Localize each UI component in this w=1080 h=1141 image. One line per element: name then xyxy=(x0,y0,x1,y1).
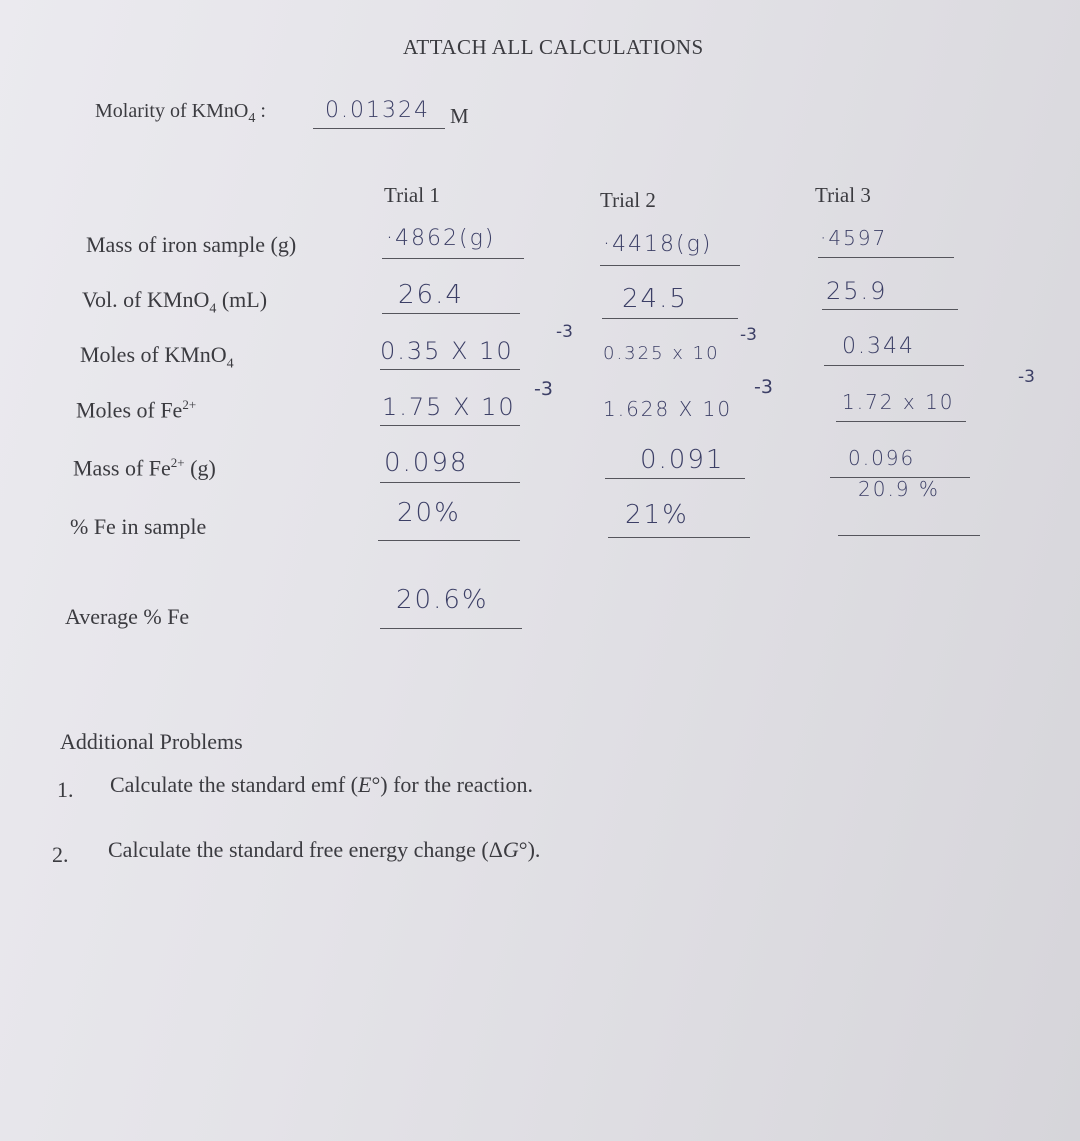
trial3-moles-kmno4: 0.344 xyxy=(842,334,915,359)
trial1-moles-fe-exp: -3 xyxy=(534,378,553,400)
trial1-vol-kmno4: 26.4 xyxy=(398,280,464,310)
row-label-moles-fe: Moles of $Fe^{2+}$ xyxy=(76,397,197,423)
row-label-vol-kmno4: Vol. of KMnO$_4$ (mL) xyxy=(82,287,268,317)
trial2-mass-fe: 0.091 xyxy=(640,445,725,475)
average-value: 20.6% xyxy=(396,585,489,615)
trial2-vol-kmno4: 24.5 xyxy=(622,284,688,314)
trial1-moles-fe: 1.75 X 10 xyxy=(382,393,516,421)
trial2-moles-kmno4: 0.325 x 10 xyxy=(603,343,720,364)
column-trial-3: Trial 3 xyxy=(815,183,871,207)
blank-line xyxy=(380,369,520,370)
trial2-moles-fe-exp: -3 xyxy=(754,376,773,398)
blank-line xyxy=(818,257,954,258)
molarity-underline xyxy=(313,128,445,129)
average-underline xyxy=(380,628,522,629)
blank-line xyxy=(838,535,980,536)
blank-line xyxy=(602,318,738,319)
trial3-mass-fe: 0.096 xyxy=(848,446,916,470)
trial3-moles-fe: 1.72 x 10 xyxy=(842,390,955,414)
blank-line xyxy=(822,309,958,310)
trial2-pct-fe: 21% xyxy=(625,500,689,530)
trial1-moles-kmno4: 0.35 X 10 xyxy=(380,337,514,365)
blank-line xyxy=(824,365,964,366)
column-trial-1: Trial 1 xyxy=(384,183,440,207)
row-label-moles-kmno4: Moles of KMnO$_4$ xyxy=(80,342,234,372)
problem-2-number: 2. xyxy=(52,842,69,867)
blank-line xyxy=(380,425,520,426)
blank-line xyxy=(382,258,524,259)
trial2-mass-sample: ·4418(g) xyxy=(603,232,713,257)
blank-line xyxy=(608,537,750,538)
column-trial-2: Trial 2 xyxy=(600,188,656,212)
row-label-mass-sample: Mass of iron sample (g) xyxy=(86,232,297,257)
blank-line xyxy=(836,421,966,422)
trial3-moles-fe-exp: -3 xyxy=(1018,367,1035,387)
blank-line xyxy=(380,482,520,483)
average-label: Average % Fe xyxy=(65,604,190,629)
problem-2-text: Calculate the standard free energy change (ΔG°). xyxy=(108,837,541,862)
trial1-mass-fe: 0.098 xyxy=(384,448,469,478)
page-title: ATTACH ALL CALCULATIONS xyxy=(403,35,704,59)
trial1-mass-sample: ·4862(g) xyxy=(386,226,496,251)
blank-line xyxy=(382,313,520,314)
blank-line xyxy=(605,478,745,479)
additional-heading: Additional Problems xyxy=(60,729,243,754)
molarity-value: 0.01324 xyxy=(325,98,430,123)
trial3-mass-sample: ·4597 xyxy=(820,226,888,250)
molarity-unit: M xyxy=(450,104,469,128)
row-label-pct-fe: % Fe in sample xyxy=(70,514,207,539)
trial2-moles-fe: 1.628 X 10 xyxy=(603,397,733,421)
problem-1-text: Calculate the standard emf (E°) for the reaction. xyxy=(110,772,533,797)
trial3-pct-fe: 20.9 % xyxy=(858,477,940,501)
trial2-moles-kmno4-exp: -3 xyxy=(740,325,757,345)
problem-1-number: 1. xyxy=(57,777,74,802)
blank-line xyxy=(378,540,520,541)
trial3-vol-kmno4: 25.9 xyxy=(826,277,888,305)
row-label-mass-fe: Mass of $Fe^{2+}$ (g) xyxy=(73,455,216,481)
trial1-moles-kmno4-exp: -3 xyxy=(556,322,573,342)
trial1-pct-fe: 20% xyxy=(397,498,461,528)
molarity-label: Molarity of KMnO$_4$ : xyxy=(95,100,266,126)
blank-line xyxy=(600,265,740,266)
